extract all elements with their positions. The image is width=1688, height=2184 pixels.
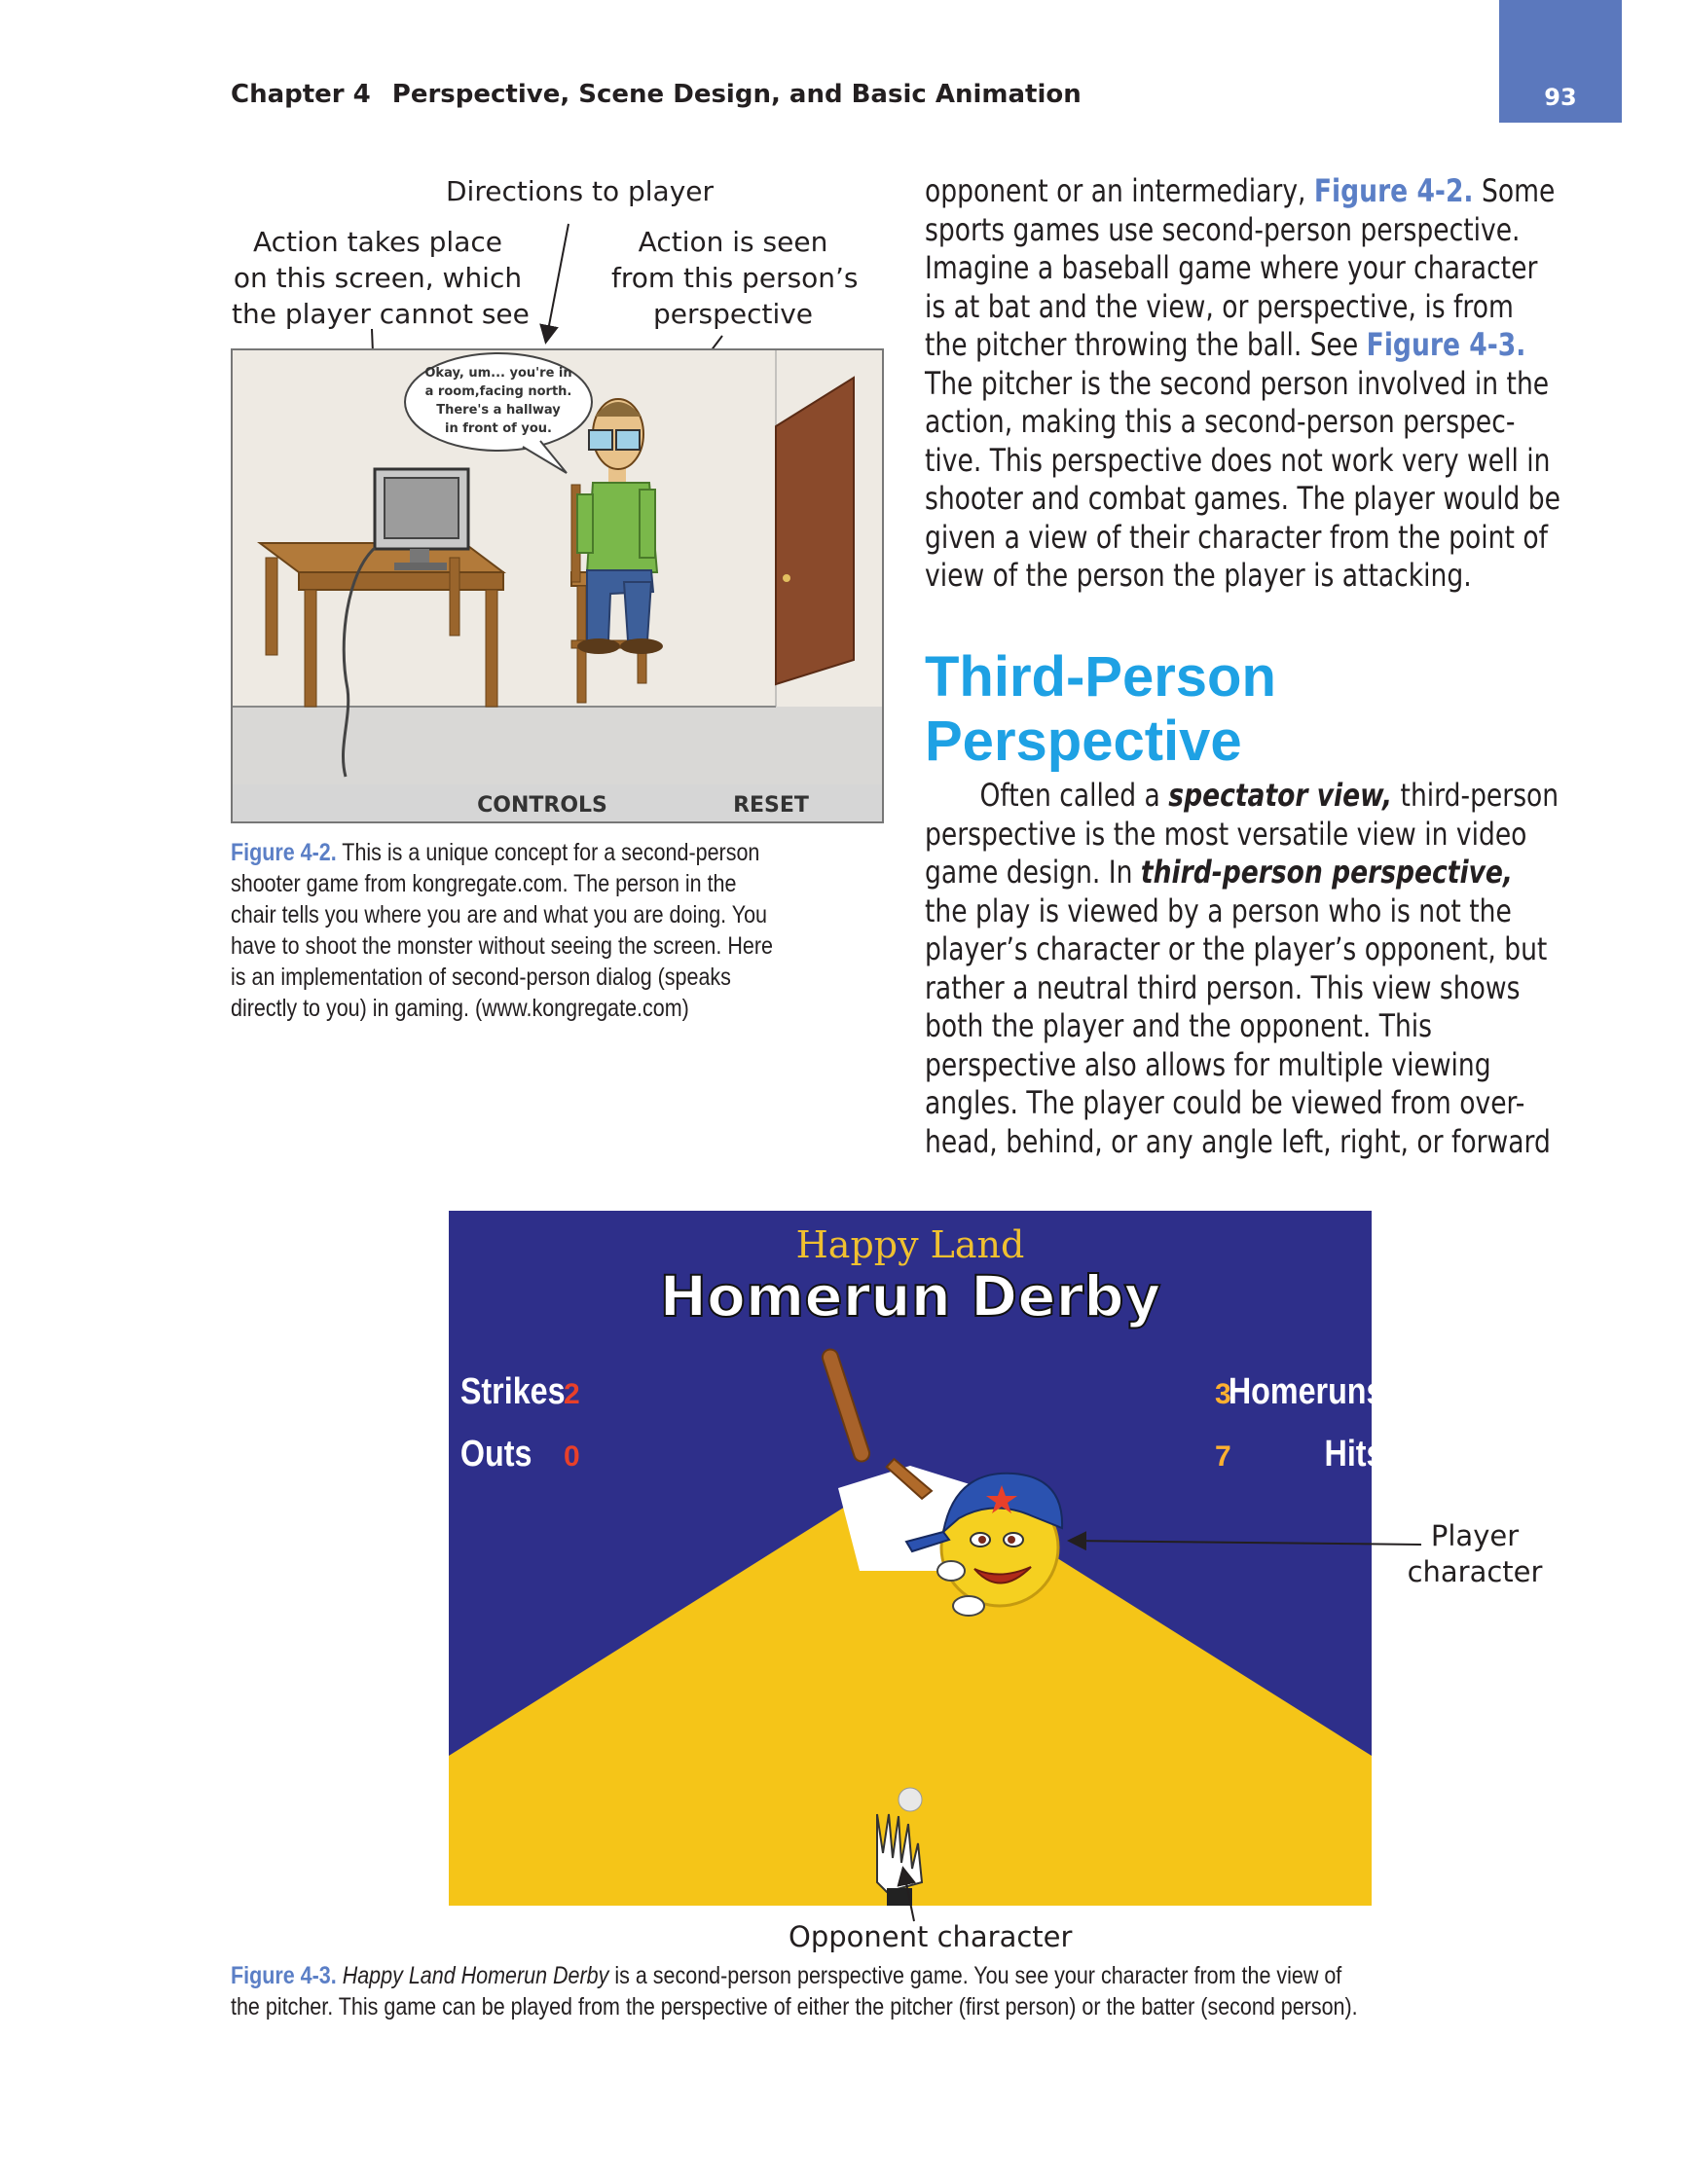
text-line: shooter and combat games. The player would be <box>925 480 1560 517</box>
text-line: Imagine a baseball game where your character <box>925 249 1538 286</box>
text-span: opponent or an intermediary, <box>925 172 1314 209</box>
heading-line: Perspective <box>925 710 1242 773</box>
arrow-directions <box>546 224 569 341</box>
caption-line: is an implementation of second-person dialog (speaks <box>231 964 731 991</box>
text-line: given a view of their character from the point of <box>925 518 1548 556</box>
callout-line: from this person’s <box>611 262 859 294</box>
hits-value: 7 <box>1215 1440 1231 1473</box>
speech-line: There's a hallway <box>436 403 561 418</box>
caption-line: directly to you) in gaming. (www.kongregate.com) <box>231 995 689 1022</box>
callout-line: perspective <box>652 298 814 330</box>
reset-label: RESET <box>733 793 809 818</box>
callout-line: the player cannot see <box>232 298 530 330</box>
text-line: rather a neutral third person. This view shows <box>925 968 1521 1006</box>
text-line: player’s character or the player’s opponent, but <box>925 930 1548 967</box>
arrow-opponent-character <box>903 1870 914 1921</box>
caption-line: the pitcher. This game can be played from the perspective of either the pitcher (first person) or the batter (second person). <box>231 1993 1358 2020</box>
paragraph-1 <box>925 172 1560 596</box>
callout-directions: Directions to player <box>446 175 715 207</box>
text-line <box>925 777 1559 816</box>
game-name: Happy Land Homerun Derby <box>342 1962 609 1989</box>
key-term: spectator view, <box>1168 777 1393 814</box>
text-line <box>925 172 1560 211</box>
heading-line: Third-Person <box>925 645 1276 709</box>
game-title: Homerun Derby <box>659 1263 1161 1329</box>
text-span: Some <box>1473 172 1556 209</box>
caption-line <box>231 837 900 868</box>
homeruns-value: 3 <box>1215 1378 1231 1410</box>
text-line: The pitcher is the second person involved in the <box>925 364 1550 402</box>
text-line: angles. The player could be viewed from over- <box>925 1084 1525 1121</box>
outs-value: 0 <box>564 1440 580 1473</box>
text-line <box>925 326 1560 365</box>
figure-4-3-caption <box>231 1960 1654 2022</box>
text-line: the play is viewed by a person who is not the <box>925 892 1512 929</box>
callout-line: Action takes place <box>253 226 502 258</box>
text-line: is at bat and the view, or perspective, is from <box>925 287 1514 325</box>
section-heading <box>925 645 1276 774</box>
strikes-value: 2 <box>564 1378 580 1410</box>
caption-line: have to shoot the monster without seeing the screen. Here <box>231 932 773 960</box>
text-line: tive. This perspective does not work very well in <box>925 441 1551 479</box>
text-span: third-person <box>1392 777 1560 814</box>
figure-4-2-reference: Figure 4-2. <box>1313 172 1474 209</box>
label-line: character <box>1407 1555 1543 1588</box>
caption-line: shooter game from kongregate.com. The person in the <box>231 870 737 897</box>
text-span: Often called a <box>979 777 1169 814</box>
caption-line: chair tells you where you are and what you are doing. You <box>231 901 768 928</box>
text-line: perspective is the most versatile view in video <box>925 815 1527 853</box>
figure-4-2-illustration <box>231 348 884 823</box>
controls-label: CONTROLS <box>477 793 607 818</box>
chapter-title: Perspective, Scene Design, and Basic Animation <box>391 80 1082 109</box>
figure-4-2-caption <box>231 837 900 1024</box>
label-line: Player <box>1430 1519 1520 1552</box>
speech-line: in front of you. <box>445 421 552 436</box>
key-term: third-person perspective, <box>1140 854 1513 891</box>
speech-line: Okay, um... you're in <box>424 366 572 381</box>
page-number: 93 <box>1544 84 1577 111</box>
strikes-label: Strikes <box>459 1370 566 1412</box>
player-character-label <box>1392 1518 1558 1590</box>
caption-line <box>231 1960 1654 1991</box>
homeruns-label: Homeruns <box>1228 1370 1384 1412</box>
figure-label: Figure 4-2. <box>231 839 337 866</box>
chapter-number: Chapter 4 <box>231 80 371 109</box>
arrow-player-character <box>1071 1541 1421 1545</box>
outs-label: Outs <box>459 1433 532 1474</box>
speech-line: a room,facing north. <box>424 384 572 399</box>
figure-label: Figure 4-3. <box>231 1962 337 1989</box>
text-span: game design. In <box>925 854 1141 891</box>
text-line: perspective also allows for multiple viewing <box>925 1045 1491 1083</box>
callout-line: on this screen, which <box>233 262 523 294</box>
text-line: action, making this a second-person perspec- <box>925 403 1516 440</box>
paragraph-2 <box>925 777 1559 1161</box>
figure-4-3-reference: Figure 4-3. <box>1366 326 1526 363</box>
opponent-character-label: Opponent character <box>789 1920 1073 1953</box>
game-subtitle: Happy Land <box>795 1223 1025 1266</box>
caption-text: This is a unique concept for a second-person <box>336 839 760 866</box>
hits-label: Hits <box>1324 1433 1384 1474</box>
text-line <box>925 854 1559 892</box>
text-line: view of the person the player is attacking. <box>925 557 1472 594</box>
caption-text: is a second-person perspective game. You see your character from the view of <box>608 1962 1342 1989</box>
text-line: sports games use second-person perspective. <box>925 210 1521 248</box>
callout-line: Action is seen <box>638 226 828 258</box>
text-line: both the player and the opponent. This <box>925 1007 1433 1044</box>
text-line: head, behind, or any angle left, right, or forward <box>925 1122 1551 1160</box>
text-span: the pitcher throwing the ball. See <box>925 326 1367 363</box>
